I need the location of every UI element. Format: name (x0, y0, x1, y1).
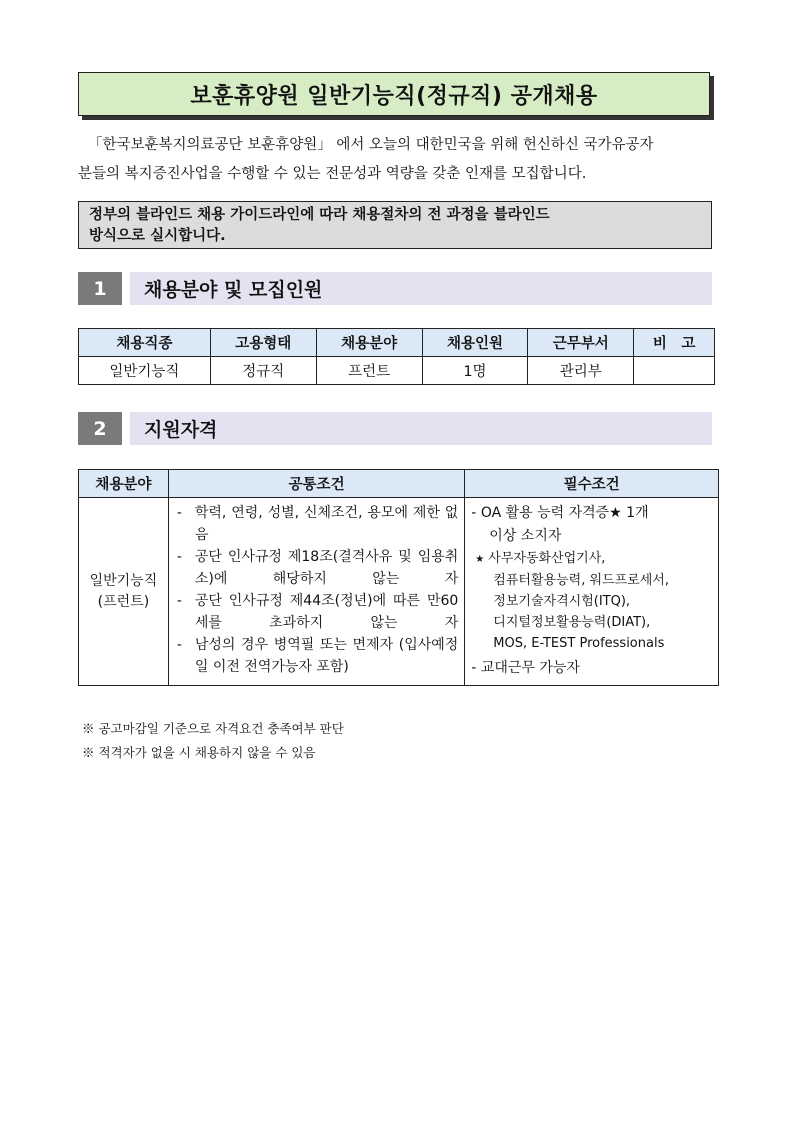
field-line-2: (프런트) (97, 593, 150, 610)
header-department: 근무부서 (528, 329, 634, 357)
section-1-number: 1 (78, 272, 122, 305)
cell-employment-type: 정규직 (210, 357, 316, 385)
list-item (177, 590, 458, 634)
header-field: 채용분야 (79, 470, 169, 498)
qualification-table-header (79, 470, 719, 498)
required-main-line-2: 이상 소지자 (489, 528, 562, 544)
required-oa-certificate (471, 502, 712, 548)
table-row (79, 498, 719, 686)
header-remarks: 비 고 (634, 329, 715, 357)
dash-bullet: - (176, 505, 182, 521)
intro-line-1: 「한국보훈복지의료공단 보훈휴양원」 에서 오늘의 대한민국을 위해 헌신하신 국가유공자 (88, 137, 654, 153)
star-icon: ★ (475, 554, 485, 565)
required-shift-work (471, 656, 712, 681)
header-job-type: 채용직종 (79, 329, 211, 357)
certificate-line-2: 컴퓨터활용능력, 워드프로세서, (493, 573, 669, 588)
intro-paragraph (78, 131, 718, 189)
cell-department: 관리부 (528, 357, 634, 385)
section-2-number: 2 (78, 412, 122, 445)
list-item (177, 502, 458, 546)
cell-job-type: 일반기능직 (79, 357, 211, 385)
footnote-no-hire: ※ 적격자가 없을 시 채용하지 않을 수 있음 (82, 745, 316, 760)
cell-headcount: 1명 (422, 357, 528, 385)
section-2-title: 지원자격 (130, 412, 712, 445)
dash-bullet: - (176, 549, 182, 565)
list-item (177, 546, 458, 590)
common-condition-text: 공단 인사규정 제18조(결격사유 및 임용취소)에 해당하지 않는 자 (194, 549, 459, 587)
dash-bullet: - (471, 505, 477, 521)
notice-line-1: 정부의 블라인드 채용 가이드라인에 따라 채용절차의 전 과정을 블라인드 (89, 207, 550, 223)
common-condition-text: 학력, 연령, 성별, 신체조건, 용모에 제한 없음 (194, 505, 459, 543)
list-item (177, 634, 458, 678)
certificate-line-5: MOS, E-TEST Professionals (493, 636, 665, 651)
cell-remarks (634, 357, 715, 385)
section-1-header (78, 272, 718, 306)
common-condition-text: 공단 인사규정 제44조(정년)에 따른 만60세를 초과하지 않는 자 (194, 593, 459, 631)
footnote-deadline: ※ 공고마감일 기준으로 자격요건 충족여부 판단 (82, 721, 344, 736)
cell-required-conditions (465, 498, 719, 686)
dash-bullet: - (176, 637, 182, 653)
notice-line-2: 방식으로 실시합니다. (89, 228, 226, 244)
required-shift-text: 교대근무 가능자 (480, 660, 580, 676)
section-2-header (78, 412, 718, 446)
header-field: 채용분야 (316, 329, 422, 357)
qualification-table (78, 469, 719, 686)
dash-bullet: - (471, 660, 477, 676)
cell-common-conditions (168, 498, 464, 686)
common-condition-text: 남성의 경우 병역필 또는 면제자 (입사예정일 이전 전역가능자 포함) (194, 637, 459, 675)
header-headcount: 채용인원 (422, 329, 528, 357)
certificate-line-3: 정보기술자격시험(ITQ), (493, 594, 631, 609)
section-1-title: 채용분야 및 모집인원 (130, 272, 712, 305)
header-required-conditions: 필수조건 (465, 470, 719, 498)
recruitment-table (78, 328, 715, 385)
certificate-list (471, 548, 712, 654)
header-common-conditions: 공통조건 (168, 470, 464, 498)
page-title: 보훈휴양원 일반기능직(정규직) 공개채용 (78, 72, 710, 116)
dash-bullet: - (176, 593, 182, 609)
field-line-1: 일반기능직 (89, 572, 158, 589)
cell-field: 프런트 (316, 357, 422, 385)
certificate-line-4: 디지털정보활용능력(DIAT), (493, 615, 651, 630)
recruitment-table-header (79, 329, 715, 357)
certificate-line-1: 사무자동화산업기사, (488, 551, 606, 566)
table-row (79, 357, 715, 385)
required-main-line-1: OA 활용 능력 자격증★ 1개 (480, 505, 649, 521)
blind-recruitment-notice (78, 201, 712, 249)
footnotes (82, 717, 344, 765)
header-employment-type: 고용형태 (210, 329, 316, 357)
cell-field (79, 498, 169, 686)
intro-line-2: 분들의 복지증진사업을 수행할 수 있는 전문성과 역량을 갖춘 인재를 모집합니다. (78, 166, 587, 182)
